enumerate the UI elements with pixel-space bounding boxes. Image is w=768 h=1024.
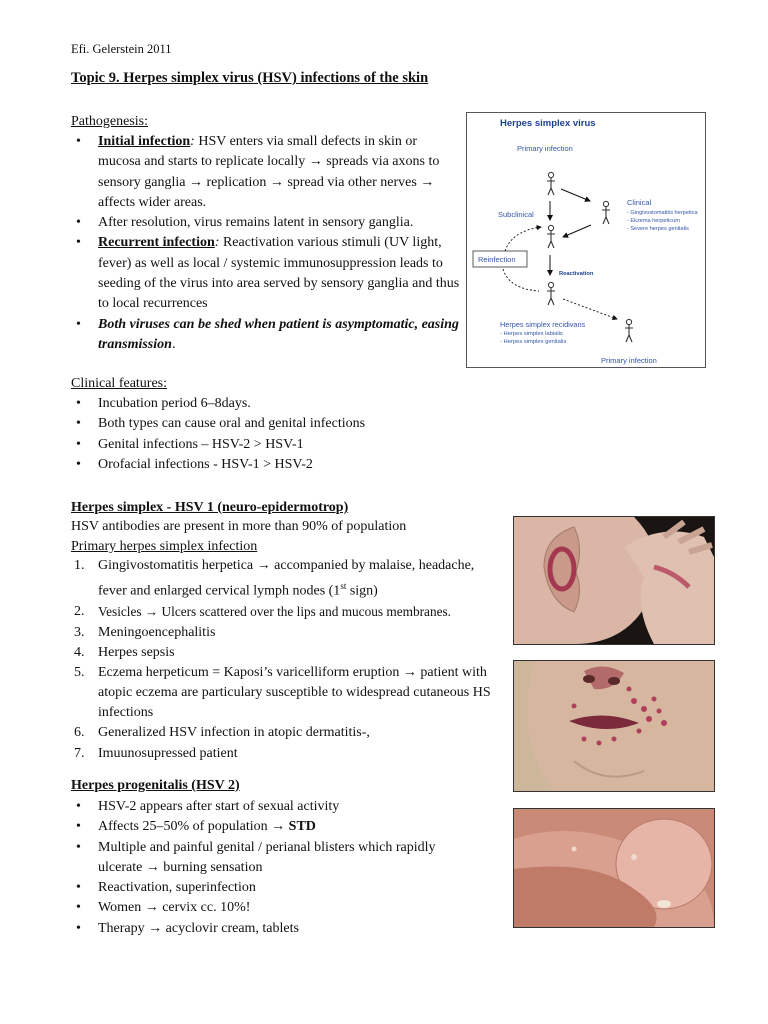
bullet-tail: . <box>171 336 176 352</box>
photo-face-eczema-herpeticum <box>513 660 715 792</box>
hsv1-list <box>71 556 501 764</box>
diagram-recidivans-item: - Herpes simplex labialis <box>500 331 563 337</box>
bullet-separator: : <box>190 134 199 149</box>
hsv2-list <box>71 797 471 939</box>
list-item <box>71 623 501 643</box>
hsv2-heading: Herpes progenitalis (HSV 2) <box>71 778 240 793</box>
human-figure-icon <box>547 225 555 248</box>
diagram-recidivans: Herpes simplex recidivans <box>500 320 586 329</box>
list-item: • Incubation period 6–8days. <box>71 394 501 414</box>
bullet-separator: : <box>214 235 223 251</box>
list-item: • Both types can cause oral and genital infections <box>71 414 501 434</box>
arrow <box>563 225 591 237</box>
clinical-features-list <box>71 394 501 475</box>
diagram-clinical: Clinical <box>627 198 652 207</box>
list-item: • Orofacial infections - HSV-1 > HSV-2 <box>71 455 501 475</box>
list-item <box>71 602 501 623</box>
item-number: 4. <box>74 645 85 661</box>
reinfection-arrow-lower <box>503 269 539 291</box>
item-text: Generalized HSV infection in atopic dermatitis-, <box>98 725 370 741</box>
human-figure-icon <box>547 172 555 195</box>
list-item: • Therapy → acyclovir cream, tablets <box>71 919 471 939</box>
diagram-subclinical: Subclinical <box>498 210 534 219</box>
diagram-primary-infection: Primary infection <box>517 144 573 153</box>
diagram-clinical-item: - Severe herpes genitalis <box>627 226 689 232</box>
bullet-label: Recurrent infection <box>98 235 215 251</box>
list-item: • Reactivation, superinfection <box>71 878 471 898</box>
arrow <box>561 189 590 201</box>
bullet-text: After resolution, virus remains latent in sensory ganglia. <box>98 215 414 231</box>
bullet-bold: STD <box>288 819 316 835</box>
reinfection-arrow <box>505 227 541 251</box>
diagram-clinical-item: - Gingivostomatitis herpetica <box>627 210 698 216</box>
list-item <box>71 744 501 764</box>
item-text: Imuunosupressed patient <box>98 745 238 761</box>
list-item: • Genital infections – HSV-2 > HSV-1 <box>71 435 501 455</box>
hsv1-intro: HSV antibodies are present in more than 90% of population <box>71 519 407 534</box>
bullet-emphasis: Both viruses can be shed when patient is asymptomatic, easing transmission <box>98 316 459 352</box>
item-text: Vesicles → Ulcers scattered over the lips and mucous membranes. <box>98 603 451 619</box>
list-item <box>71 817 471 837</box>
diagram-clinical-item: - Ekzema herpeticum <box>627 218 680 224</box>
pathogenesis-heading: Pathogenesis: <box>71 114 148 129</box>
clinical-features-heading: Clinical features: <box>71 376 168 391</box>
list-item: • Multiple and painful genital / perianal blisters which rapidly ulcerate → burning sensation <box>71 838 471 879</box>
diagram-primary-infection-bottom: Primary infection <box>601 356 657 365</box>
list-item <box>71 556 501 602</box>
item-number: 1. <box>74 558 85 573</box>
human-figure-icon <box>547 282 555 305</box>
list-item <box>71 315 463 356</box>
bullet-text: HSV enters via small defects in skin or mucosa and starts to replicate locally → spreads via axons to sensory ganglia → replication → spread via other nerves → affects wider areas. <box>98 134 440 210</box>
list-item: • HSV-2 appears after start of sexual activity <box>71 797 471 817</box>
item-number: 5. <box>74 665 85 681</box>
item-number: 7. <box>74 745 85 761</box>
hsv1-heading: Herpes simplex - HSV 1 (neuro-epidermotrop) <box>71 500 349 515</box>
item-superscript: st <box>340 581 347 592</box>
photo-infant-ear-lesion <box>513 516 715 645</box>
item-number: 6. <box>74 725 85 741</box>
human-figure-icon <box>625 319 633 342</box>
list-item <box>71 643 501 663</box>
diagram-title: Herpes simplex virus <box>500 118 596 129</box>
item-text: Herpes sepsis <box>98 645 175 661</box>
list-item: • Women → cervix cc. 10%! <box>71 898 471 918</box>
hsv-cycle-diagram <box>466 112 706 368</box>
human-figure-icon <box>602 201 610 224</box>
bullet-label: Initial infection <box>98 134 191 149</box>
photo-genital-herpes <box>513 808 715 928</box>
item-number: 3. <box>74 624 85 640</box>
list-item <box>71 213 463 233</box>
diagram-reactivation: Reactivation <box>559 271 594 277</box>
diagram-reinfection: Reinfection <box>478 255 516 264</box>
bullet-text: Reactivation various stimuli (UV light, fever) as well as local / systemic immunosuppression leads to seeding of the virus into area served by sensory ganglia and thus to local recurrences <box>98 235 460 312</box>
item-text: Eczema herpeticum = Kaposi’s varicelliform eruption → patient with atopic eczema are particulary susceptible to widespread cutaneous HS infections <box>98 665 491 721</box>
page-title: Topic 9. Herpes simplex virus (HSV) infections of the skin <box>71 70 429 86</box>
item-text: Gingivostomatitis herpetica → accompanied by malaise, headache, fever and enlarged cervical lymph nodes (1 <box>98 558 475 599</box>
list-item <box>71 723 501 743</box>
list-item <box>71 663 501 723</box>
item-text: Meningoencephalitis <box>98 624 216 640</box>
diagram-recidivans-item: - Herpes simplex genitalis <box>500 339 567 345</box>
list-item <box>71 132 463 213</box>
item-number: 2. <box>74 603 85 619</box>
arrow <box>563 299 617 319</box>
hsv1-subheading: Primary herpes simplex infection <box>71 539 258 554</box>
pathogenesis-list <box>71 132 463 355</box>
author-line: Efi. Gelerstein 2011 <box>71 42 172 56</box>
bullet-text: Affects 25–50% of population → <box>98 819 289 835</box>
item-text-after: sign) <box>346 583 378 599</box>
list-item <box>71 233 463 314</box>
